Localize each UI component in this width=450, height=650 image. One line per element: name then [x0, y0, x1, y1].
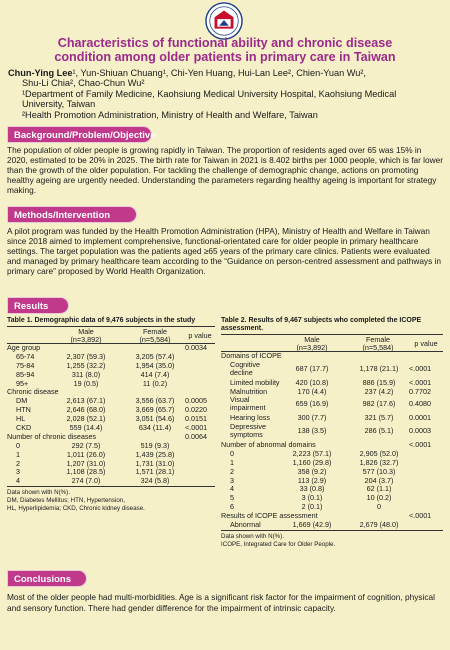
cell-male: 292 (7.5) [71, 440, 101, 450]
table-row [221, 485, 443, 494]
cell-female: 286 (5.1) [364, 426, 394, 436]
section-header-background: Background/Problem/Objective [7, 126, 152, 143]
cell-male: 659 (16.9) [295, 399, 329, 409]
author-block [8, 68, 444, 120]
cell-label: Depressive symptoms [230, 422, 266, 440]
cell-female: 519 (9.3) [140, 440, 170, 450]
table-1-body [7, 344, 215, 487]
cell-label: Visual impairment [230, 395, 266, 413]
cell-label: 95+ [16, 378, 29, 388]
table-2-note-2: ICOPE, Integrated Care for Older People. [221, 540, 336, 548]
cell-label: 2 [16, 458, 20, 468]
cell-male: 2,223 (57.1) [292, 448, 332, 458]
cell-male: 1,255 (32.2) [66, 360, 106, 370]
cell-female: 3,205 (57.4) [135, 351, 175, 361]
cell-label: HTN [16, 405, 31, 415]
affiliation-1-cont: University, Taiwan [22, 99, 96, 110]
cell-p: <.0001 [409, 377, 432, 387]
cell-label: Age group [7, 343, 41, 352]
cell-label: Cognitive decline [230, 359, 260, 377]
section-header-results: Results [7, 297, 69, 314]
cell-female: 0 [377, 502, 381, 512]
cell-label: Chronic disease [7, 387, 59, 397]
cell-p: 0.0064 [185, 431, 207, 441]
col-male: Male [304, 335, 320, 344]
cell-male: 687 (17.7) [295, 363, 329, 373]
cell-label: 65-74 [16, 351, 35, 361]
cell-female: 414 (7.4) [140, 369, 170, 379]
cell-label: 1 [16, 449, 20, 459]
cell-male: 2,613 (67.1) [66, 396, 106, 406]
cell-male: 3 (0.1) [301, 493, 323, 503]
cell-label: Domains of ICOPE [221, 351, 282, 360]
cell-female: 886 (15.9) [362, 377, 396, 387]
table-2-body [221, 352, 443, 531]
cell-male: 1,160 (29.8) [292, 457, 332, 467]
author-list-cont: Shu-Li Chia², Chao-Chun Wu² [22, 78, 145, 89]
cell-p: 0.0001 [409, 413, 431, 423]
cell-male: 358 (9.2) [297, 466, 327, 476]
table-1-note-2: DM, Diabetes Mellitus; HTN, Hypertension, [7, 497, 125, 505]
cell-male: 2 (0.1) [301, 502, 323, 512]
table-row [7, 468, 215, 477]
cell-p: 0.0151 [185, 414, 207, 424]
cell-label: DM [16, 396, 28, 406]
cell-female: 237 (4.2) [364, 386, 394, 396]
col-female-n: (n=5,584) [362, 343, 394, 352]
col-p: p value [414, 339, 438, 348]
table-row [7, 371, 215, 380]
lead-author: Chun-Ying Lee [8, 68, 73, 78]
cell-female: 3,556 (63.7) [135, 396, 175, 406]
cell-label: 3 [230, 475, 234, 485]
cell-male: 420 (10.8) [295, 377, 329, 387]
table-1-header [7, 326, 215, 344]
cell-female: 11 (0.2) [142, 378, 168, 388]
cell-male: 19 (0.5) [73, 378, 99, 388]
cell-male: 559 (14.4) [69, 423, 103, 433]
cell-p: <.0001 [409, 363, 432, 373]
table-row [7, 388, 215, 397]
table-1-note-1: Data shown with N(%). [7, 489, 70, 497]
table-row [221, 494, 443, 503]
cell-p: 0.0034 [185, 343, 207, 352]
col-male: Male [78, 327, 94, 336]
cell-female: 10 (0.2) [366, 493, 392, 503]
cell-female: 324 (5.8) [140, 476, 170, 486]
table-row [7, 353, 215, 362]
cell-p: 0.7702 [409, 386, 431, 396]
cell-label: CKD [16, 423, 32, 433]
table-row [7, 477, 215, 486]
cell-female: 1,439 (25.8) [135, 449, 175, 459]
cell-female: 2,679 (48.0) [359, 519, 399, 529]
cell-p: 0.0003 [409, 426, 431, 436]
cell-male: 170 (4.4) [297, 386, 327, 396]
cell-female: 1,826 (32.7) [359, 457, 399, 467]
cell-p: 0.4080 [409, 399, 431, 409]
col-male-n: (n=3,892) [296, 343, 328, 352]
cell-male: 33 (0.8) [299, 484, 325, 494]
cell-male: 1,669 (42.9) [292, 519, 332, 529]
cell-label: 4 [16, 476, 20, 486]
table-row [7, 397, 215, 406]
cell-label: HL [16, 414, 26, 424]
cell-p: <.0001 [185, 423, 208, 433]
section-header-conclusions: Conclusions [7, 570, 87, 587]
cell-female: 3,051 (54.6) [135, 414, 175, 424]
table-row [221, 396, 443, 414]
affiliation-2: ²Health Promotion Administration, Ministry of Health and Welfare, Taiwan [22, 109, 318, 120]
table-row [221, 468, 443, 477]
table-row [221, 477, 443, 486]
table-row [7, 451, 215, 460]
cell-label: Number of abnormal domains [221, 439, 316, 449]
cell-female: 1,731 (31.0) [135, 458, 175, 468]
methods-text: A pilot program was funded by the Health Promotion Administration (HPA), Ministry of Health and Welfare in Taiwan since 2018 aimed to implement comprehensive, functional-orientated care for older people in primary healthcare settings. The target population was the patients aged ≥65 years of the primary care clinics. Patients were evaluated and managed by primary healthcare team according to the “Guidance on person-centred assessment and pathways in primary care” proposed by World Health Organization. [7, 226, 441, 277]
table-row [221, 450, 443, 459]
cell-female: 577 (10.3) [362, 466, 396, 476]
cell-p: <.0001 [409, 511, 432, 521]
cell-label: 5 [230, 493, 234, 503]
cell-label: 1 [230, 457, 234, 467]
table-row [7, 433, 215, 442]
cell-label: 75-84 [16, 360, 35, 370]
col-female: Female [366, 335, 390, 344]
cell-male: 2,646 (68.0) [66, 405, 106, 415]
cell-male: 300 (7.7) [297, 413, 327, 423]
table-row [7, 406, 215, 415]
affiliation-1: ¹Department of Family Medicine, Kaohsiung Medical University Hospital, Kaohsiung Medical [22, 88, 397, 99]
cell-male: 2,028 (52.1) [66, 414, 106, 424]
cell-male: 2,307 (59.3) [66, 351, 106, 361]
table-row [7, 344, 215, 353]
table-row [7, 415, 215, 424]
university-seal-icon [205, 2, 243, 40]
table-2-caption: Table 2. Results of 9,467 subjects who completed the ICOPE assessment. [221, 317, 422, 332]
cell-female: 982 (17.6) [362, 399, 396, 409]
cell-male: 113 (2.9) [297, 475, 327, 485]
cell-label: Hearing loss [230, 413, 270, 423]
cell-label: 3 [16, 467, 20, 477]
cell-label: Abnormal [230, 519, 261, 529]
cell-label: Results of ICOPE assessment [221, 511, 318, 521]
table-row [221, 441, 443, 450]
table-row [221, 521, 443, 530]
cell-male: 1,011 (26.0) [66, 449, 106, 459]
table-2 [221, 317, 443, 548]
table-row [221, 388, 443, 397]
cell-female: 3,669 (65.7) [135, 405, 175, 415]
cell-female: 1,178 (21.1) [359, 363, 399, 373]
cell-label: 2 [230, 466, 234, 476]
background-text: The population of older people is growing rapidly in Taiwan. The proportion of residents aged over 65 was 15% in 2020, estimated to be 20% in 2025. The birth rate for Taiwan in 2021 is 8.402 births per 1000 people, which is far lower than the growth of the older population. For tackling the challenge of demographic change, actions on promoting healthy ageing are urgently needed. Understanding the parameters regarding healthy ageing is important for strategy making. [7, 145, 444, 196]
poster-title: Characteristics of functional ability and chronic disease condition among older patients in primary care in Taiwan [54, 36, 396, 64]
cell-label: 0 [230, 448, 234, 458]
cell-male: 311 (8.0) [71, 369, 101, 379]
conclusions-text: Most of the older people had multi-morbidities. Age is a significant risk factor for the impairment of cognition, physical and sensory function. There had gender difference for the impairment of intrinsic capacity. [7, 592, 435, 613]
author-list: ¹, Yun-Shiuan Chuang¹, Chi-Yen Huang, Hui-Lan Lee², Chien-Yuan Wu², [72, 68, 366, 78]
cell-male: 1,207 (31.0) [66, 458, 106, 468]
cell-male: 138 (3.5) [297, 426, 327, 436]
cell-female: 321 (5.7) [364, 413, 394, 423]
cell-p: <.0001 [409, 439, 432, 449]
col-male-n: (n=3,892) [70, 335, 102, 344]
table-row [221, 459, 443, 468]
col-female-n: (n=5,584) [139, 335, 171, 344]
col-female: Female [143, 327, 167, 336]
cell-female: 62 (1.1) [366, 484, 392, 494]
cell-label: 6 [230, 502, 234, 512]
cell-female: 2,905 (52.0) [359, 448, 399, 458]
cell-female: 204 (3.7) [364, 475, 394, 485]
table-row [7, 460, 215, 469]
table-2-note-1: Data shown with N(%). [221, 532, 284, 540]
cell-label: Malnutrition [230, 386, 268, 396]
cell-label: 4 [230, 484, 234, 494]
section-header-methods: Methods/Intervention [7, 206, 137, 223]
table-1 [7, 317, 215, 513]
table-row [221, 423, 443, 441]
cell-female: 1,571 (28.1) [135, 467, 175, 477]
table-1-note-3: HL, Hyperlipidemia; CKD, Chronic kidney disease. [7, 504, 145, 512]
cell-male: 274 (7.0) [71, 476, 101, 486]
cell-female: 1,954 (35.0) [135, 360, 175, 370]
cell-p: 0.0220 [185, 405, 207, 415]
table-row [221, 361, 443, 379]
col-p: p value [188, 331, 212, 340]
cell-label: Limited mobility [230, 377, 280, 387]
table-row [7, 362, 215, 371]
table-2-header [221, 334, 443, 352]
cell-label: Number of chronic diseases [7, 431, 97, 441]
cell-p: 0.0005 [185, 396, 207, 406]
table-1-caption: Table 1. Demographic data of 9,476 subjects in the study [7, 317, 196, 324]
cell-label: 0 [16, 440, 20, 450]
cell-female: 634 (11.4) [138, 423, 172, 433]
table-row [7, 442, 215, 451]
cell-label: 85-94 [16, 369, 35, 379]
cell-male: 1,108 (28.5) [66, 467, 106, 477]
